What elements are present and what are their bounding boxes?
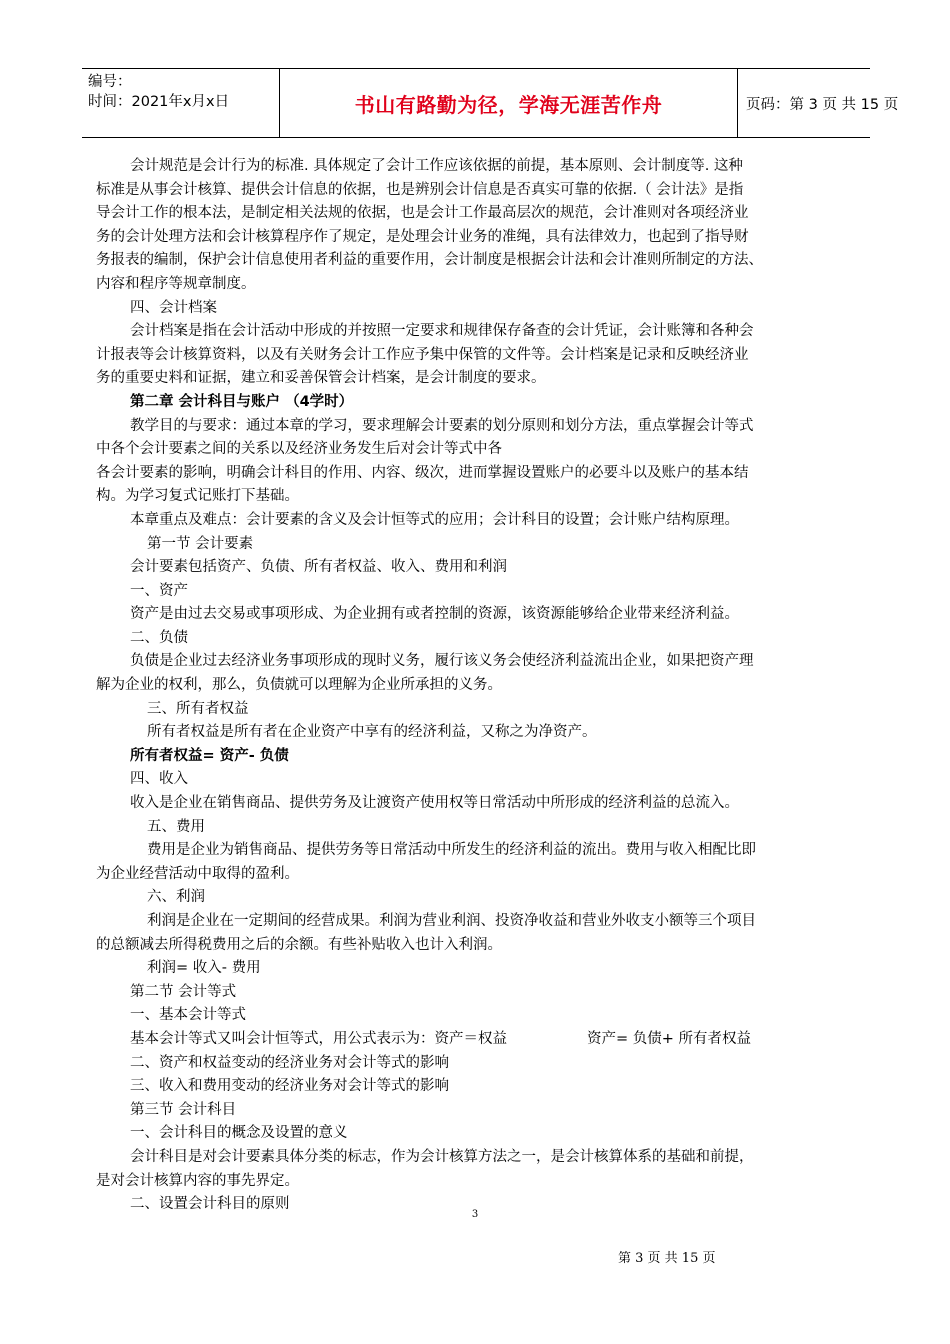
section-heading: 二、资产和权益变动的经济业务对会计等式的影响 xyxy=(130,1054,449,1071)
paragraph-line: 构。为学习复式记账打下基础。 xyxy=(96,488,299,505)
paragraph-line: 会计科目是对会计要素具体分类的标志，作为会计核算方法之一，是会计核算体系的基础和前提， xyxy=(130,1148,754,1165)
paragraph-line: 的总额减去所得税费用之后的余额。有些补贴收入也计入利润。 xyxy=(96,936,502,953)
formula-line: 利润= 收入- 费用 xyxy=(147,960,261,977)
paragraph-line: 各会计要素的影响，明确会计科目的作用、内容、级次，进而掌握设置账户的必要斗以及账户的基本结 xyxy=(96,464,749,481)
page-footer: 第 3 页 共 15 页 xyxy=(618,1251,716,1266)
paragraph-line: 导会计工作的根本法，是制定相关法规的依据，也是会计工作最高层次的规范，会计准则对各项经济业 xyxy=(96,205,749,222)
time-label: 时间：2021年x月x日 xyxy=(88,94,230,110)
paragraph-line: 费用是企业为销售商品、提供劳务等日常活动中所发生的经济利益的流出。费用与收入相配比即 xyxy=(147,842,756,859)
section-heading: 六、利润 xyxy=(147,889,205,906)
section-heading: 第一节 会计要素 xyxy=(147,535,254,552)
paragraph-line: 标准是从事会计核算、提供会计信息的依据，也是辨别会计信息是否真实可靠的依据.（ 会计法》是指 xyxy=(96,181,744,198)
formula-line xyxy=(96,1028,862,1052)
section-heading: 四、会计档案 xyxy=(130,299,217,316)
paragraph-line: 利润是企业在一定期间的经营成果。利润为营业利润、投资净收益和营业外收支小额等三个项目 xyxy=(147,913,756,929)
paragraph-line: 为企业经营活动中取得的盈利。 xyxy=(96,865,299,882)
paragraph-line: 所有者权益是所有者在企业资产中享有的经济利益，又称之为净资产。 xyxy=(147,724,597,741)
section-heading: 五、费用 xyxy=(147,818,205,835)
document-body xyxy=(96,155,862,1217)
paragraph-line: 务的重要史料和证据，建立和妥善保管会计档案，是会计制度的要求。 xyxy=(96,370,546,387)
code-label: 编号： xyxy=(88,74,132,90)
header-page-info: 页码：第 3 页 共 15 页 xyxy=(746,96,899,113)
page-header xyxy=(82,68,899,138)
section-heading: 一、会计科目的概念及设置的意义 xyxy=(130,1125,348,1142)
paragraph-line: 务的会计处理方法和会计核算程序作了规定，是处理会计业务的准绳，具有法律效力，也起到了指导财 xyxy=(96,228,749,245)
paragraph-line: 中各个会计要素之间的关系以及经济业务发生后对会计等式中各 xyxy=(96,441,502,458)
paragraph-line: 负债是企业过去经济业务事项形成的现时义务，履行该义务会使经济利益流出企业，如果把资产理 xyxy=(130,653,754,670)
paragraph-line: 是对会计核算内容的事先界定。 xyxy=(96,1172,299,1189)
paragraph-line: 本章重点及难点：会计要素的含义及会计恒等式的应用；会计科目的设置；会计账户结构原理。 xyxy=(130,511,739,528)
section-heading: 一、基本会计等式 xyxy=(130,1007,246,1024)
paragraph-line: 收入是企业在销售商品、提供劳务及让渡资产使用权等日常活动中所形成的经济利益的总流入。 xyxy=(130,795,739,812)
section-heading: 第二节 会计等式 xyxy=(130,983,237,1000)
paragraph-line: 资产是由过去交易或事项形成、为企业拥有或者控制的资源，该资源能够给企业带来经济利益。 xyxy=(130,606,739,623)
paragraph-line: 内容和程序等规章制度。 xyxy=(96,275,256,292)
paragraph-line: 务报表的编制，保护会计信息使用者利益的重要作用，会计制度是根据会计法和会计准则所制定的方法、 xyxy=(96,252,763,269)
section-heading: 四、收入 xyxy=(130,771,188,788)
paragraph-line: 解为企业的权利，那么，负债就可以理解为企业所承担的义务。 xyxy=(96,677,502,694)
paragraph-line: 计报表等会计核算资料，以及有关财务会计工作应予集中保管的文件等。会计档案是记录和反映经济业 xyxy=(96,346,749,363)
paragraph-line: 会计要素包括资产、负债、所有者权益、收入、费用和利润 xyxy=(130,559,507,576)
page-number: 3 xyxy=(471,1209,479,1220)
header-motto-cell xyxy=(280,69,738,137)
formula-part: 基本会计等式又叫会计恒等式，用公式表示为：资产＝权益 xyxy=(130,1030,507,1047)
formula-line: 所有者权益= 资产- 负债 xyxy=(130,747,289,764)
paragraph-line: 会计规范是会计行为的标准. 具体规定了会计工作应该依据的前提，基本原则、会计制度等. 这种 xyxy=(130,158,743,174)
section-heading: 三、收入和费用变动的经济业务对会计等式的影响 xyxy=(130,1078,449,1095)
motto: 书山有路勤为径，学海无涯苦作舟 xyxy=(354,92,663,117)
formula-part: 资产= 负债+ 所有者权益 xyxy=(587,1030,752,1047)
section-heading: 二、设置会计科目的原则 xyxy=(130,1196,290,1213)
paragraph-line: 教学目的与要求：通过本章的学习，要求理解会计要素的划分原则和划分方法，重点掌握会计等式 xyxy=(130,417,754,434)
paragraph-line: 会计档案是指在会计活动中形成的并按照一定要求和规律保存备查的会计凭证，会计账簿和各种会 xyxy=(130,323,754,340)
section-heading: 第三节 会计科目 xyxy=(130,1101,237,1118)
section-heading: 二、负债 xyxy=(130,629,188,646)
header-meta xyxy=(82,69,280,137)
chapter-heading: 第二章 会计科目与账户 （4学时） xyxy=(130,393,354,410)
section-heading: 三、所有者权益 xyxy=(147,700,249,717)
section-heading: 一、资产 xyxy=(130,582,188,599)
